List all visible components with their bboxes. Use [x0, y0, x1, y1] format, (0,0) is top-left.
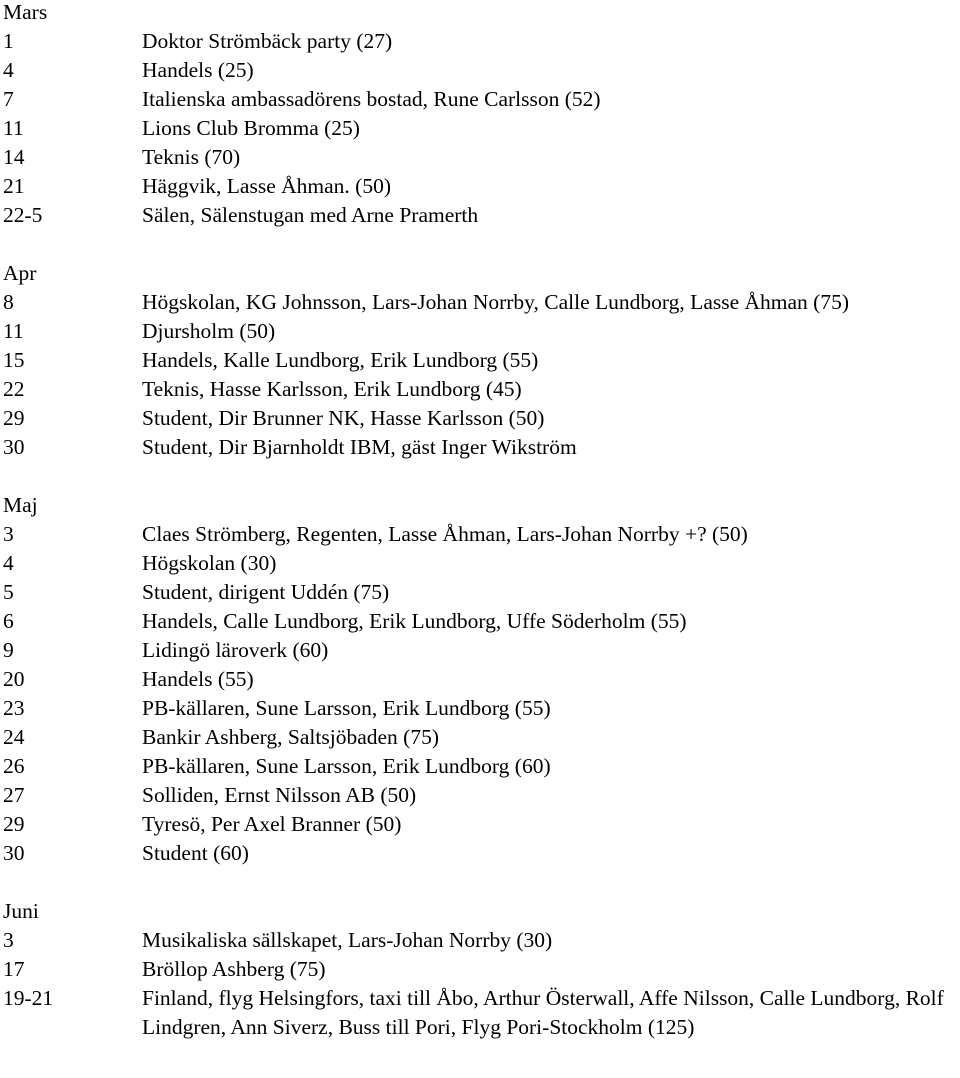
- entry-date: 3: [3, 928, 14, 952]
- entry-date: 26: [3, 754, 25, 778]
- schedule-entry: [3, 317, 959, 346]
- schedule-entry: [3, 665, 959, 694]
- entry-date: 14: [3, 145, 25, 169]
- schedule-entry: [3, 375, 959, 404]
- schedule-entry: [3, 114, 959, 143]
- month-section: [3, 0, 959, 230]
- schedule-entry: [3, 607, 959, 636]
- month-section: [3, 259, 959, 462]
- schedule-entry: [3, 984, 959, 1042]
- entry-date: 22: [3, 377, 25, 401]
- schedule-entry: [3, 56, 959, 85]
- entry-description: Teknis (70): [142, 145, 241, 169]
- entry-date: 30: [3, 435, 25, 459]
- entry-date: 30: [3, 841, 25, 865]
- entry-description: Handels, Calle Lundborg, Erik Lundborg, Uffe Söderholm (55): [142, 609, 687, 633]
- entry-description: Doktor Strömbäck party (27): [142, 29, 393, 53]
- entry-date: 7: [3, 87, 14, 111]
- entry-description: PB-källaren, Sune Larsson, Erik Lundborg (60): [142, 754, 551, 778]
- schedule-entry: [3, 549, 959, 578]
- entry-date: 29: [3, 812, 25, 836]
- schedule-entry: [3, 520, 959, 549]
- month-heading: Mars: [3, 0, 48, 24]
- entry-date: 22-5: [3, 203, 43, 227]
- month-section: [3, 897, 959, 1042]
- entry-date: 17: [3, 957, 25, 981]
- entry-description: Handels (55): [142, 667, 254, 691]
- schedule-entry: [3, 346, 959, 375]
- month-heading: Juni: [3, 899, 39, 923]
- entry-description: Tyresö, Per Axel Branner (50): [142, 812, 402, 836]
- entry-description: Musikaliska sällskapet, Lars-Johan Norrby (30): [142, 928, 553, 952]
- month-section: [3, 491, 959, 868]
- entry-description: Teknis, Hasse Karlsson, Erik Lundborg (45): [142, 377, 522, 401]
- entry-date: 29: [3, 406, 25, 430]
- schedule-entry: [3, 578, 959, 607]
- schedule-entry: [3, 288, 959, 317]
- entry-description: Student, Dir Bjarnholdt IBM, gäst Inger Wikström: [142, 435, 577, 459]
- entry-description: Sälen, Sälenstugan med Arne Pramerth: [142, 203, 479, 227]
- entry-description: Högskolan (30): [142, 551, 277, 575]
- entry-description: Bröllop Ashberg (75): [142, 957, 326, 981]
- entry-date: 11: [3, 116, 24, 140]
- entry-date: 19-21: [3, 986, 54, 1010]
- entry-date: 27: [3, 783, 25, 807]
- schedule-entry: [3, 404, 959, 433]
- entry-description: Student, dirigent Uddén (75): [142, 580, 390, 604]
- schedule-entry: [3, 926, 959, 955]
- entry-date: 23: [3, 696, 25, 720]
- entry-description: Djursholm (50): [142, 319, 276, 343]
- entry-date: 8: [3, 290, 14, 314]
- entry-date: 11: [3, 319, 24, 343]
- schedule-entry: [3, 27, 959, 56]
- entry-date: 24: [3, 725, 25, 749]
- schedule-document: [3, 0, 959, 1042]
- schedule-entry: [3, 694, 959, 723]
- entry-date: 3: [3, 522, 14, 546]
- entry-description: Student (60): [142, 841, 249, 865]
- entry-description: Claes Strömberg, Regenten, Lasse Åhman, Lars-Johan Norrby +? (50): [142, 522, 748, 546]
- schedule-entry: [3, 172, 959, 201]
- entry-description: Högskolan, KG Johnsson, Lars-Johan Norrby, Calle Lundborg, Lasse Åhman (75): [142, 290, 850, 314]
- schedule-entry: [3, 752, 959, 781]
- entry-date: 15: [3, 348, 25, 372]
- entry-date: 9: [3, 638, 14, 662]
- schedule-entry: [3, 723, 959, 752]
- entry-description: Lions Club Bromma (25): [142, 116, 360, 140]
- entry-description: Handels (25): [142, 58, 254, 82]
- entry-date: 5: [3, 580, 14, 604]
- entry-date: 4: [3, 58, 14, 82]
- month-heading: Maj: [3, 493, 38, 517]
- entry-date: 4: [3, 551, 14, 575]
- entry-description: Handels, Kalle Lundborg, Erik Lundborg (55): [142, 348, 539, 372]
- entry-description: Bankir Ashberg, Saltsjöbaden (75): [142, 725, 439, 749]
- month-heading: Apr: [3, 261, 37, 285]
- schedule-entry: [3, 810, 959, 839]
- schedule-entry: [3, 201, 959, 230]
- entry-description: Häggvik, Lasse Åhman. (50): [142, 174, 391, 198]
- entry-date: 6: [3, 609, 14, 633]
- schedule-entry: [3, 781, 959, 810]
- schedule-entry: [3, 433, 959, 462]
- entry-date: 20: [3, 667, 25, 691]
- entry-description: Student, Dir Brunner NK, Hasse Karlsson (50): [142, 406, 545, 430]
- entry-date: 21: [3, 174, 25, 198]
- entry-description: Lidingö läroverk (60): [142, 638, 329, 662]
- entry-description: Finland, flyg Helsingfors, taxi till Åbo, Arthur Österwall, Affe Nilsson, Calle Lundborg, Rolf Lindgren, Ann Siverz, Buss till Pori, Flyg Pori-Stockholm (125): [142, 986, 944, 1039]
- entry-date: 1: [3, 29, 14, 53]
- month-sections: [3, 0, 959, 1042]
- schedule-entry: [3, 636, 959, 665]
- entry-description: PB-källaren, Sune Larsson, Erik Lundborg (55): [142, 696, 551, 720]
- entry-description: Italienska ambassadörens bostad, Rune Carlsson (52): [142, 87, 601, 111]
- schedule-entry: [3, 143, 959, 172]
- schedule-entry: [3, 839, 959, 868]
- schedule-entry: [3, 85, 959, 114]
- schedule-entry: [3, 955, 959, 984]
- entry-description: Solliden, Ernst Nilsson AB (50): [142, 783, 417, 807]
